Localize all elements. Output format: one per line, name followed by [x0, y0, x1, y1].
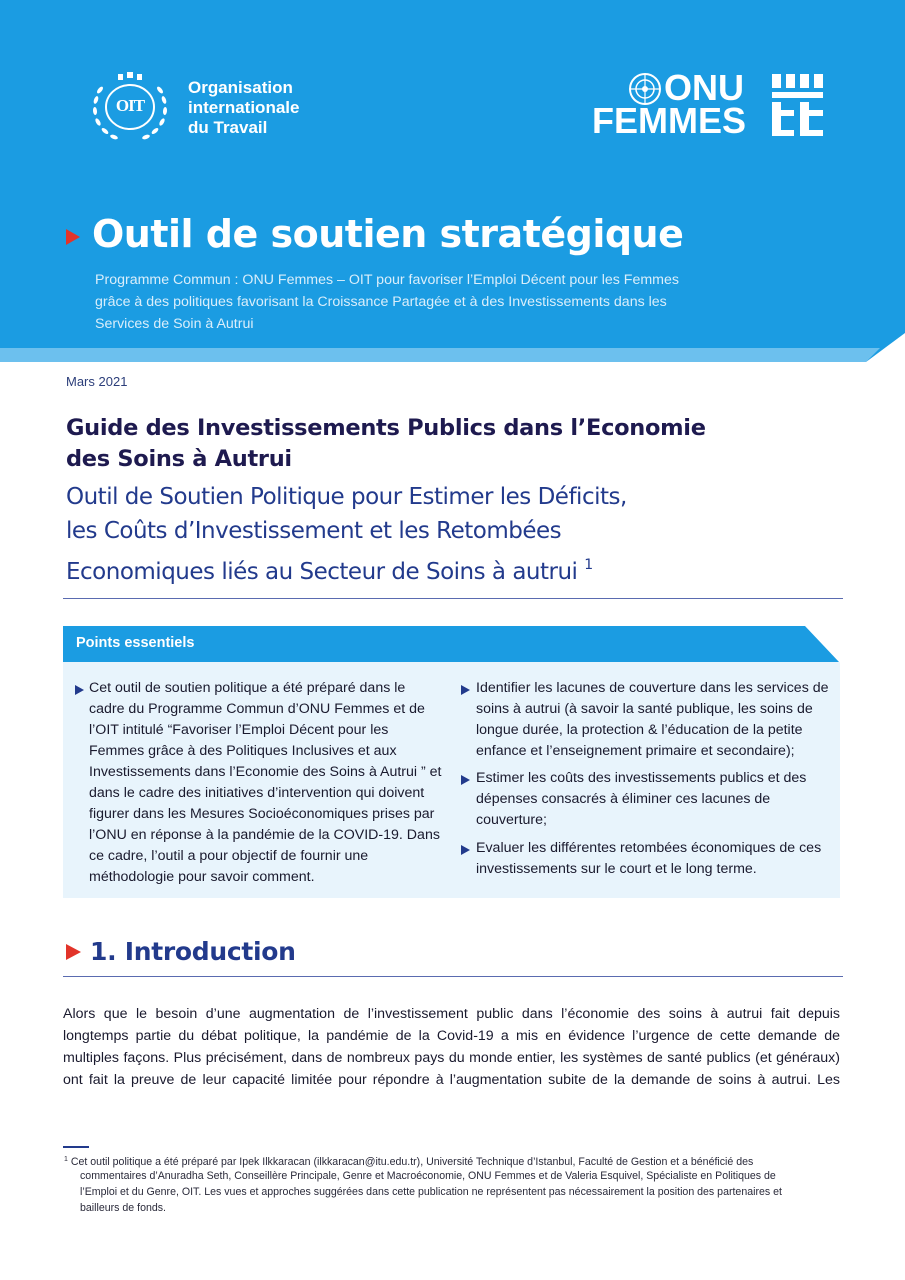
intro-paragraph-line: Alors que le besoin d’une augmentation de l’investissement public dans l’économie des soins à autrui fait depuis [63, 1006, 840, 1022]
key-point-right-line: Identifier les lacunes de couverture dans les services de [476, 680, 829, 696]
ilo-name-line-2: internationale [188, 98, 300, 117]
intro-paragraph-line: longtemps partie du débat politique, la pandémie de la Covid-19 a mis en évidence l’urgence de cette demande de [63, 1028, 840, 1044]
key-point-right-line: couverture; [476, 812, 547, 828]
key-point-left-line: méthodologie pour savoir comment. [89, 869, 315, 885]
bullet-arrow-icon [75, 685, 84, 695]
key-point-left-line: figurer dans les Mesures Socioéconomiques prises par [89, 806, 435, 822]
intro-paragraph-line: multiples façons. Plus précisément, dans de nombreux pays du monde entier, les systèmes de santé publics (et généraux) [63, 1050, 840, 1066]
title-arrow-icon [66, 229, 80, 245]
ilo-name-line-3: du Travail [188, 118, 268, 137]
key-point-right-line: Evaluer les différentes retombées économiques de ces [476, 840, 822, 856]
key-point-right-line: enfance et l’enseignement primaire et secondaire); [476, 743, 795, 759]
footnote-divider [63, 1146, 89, 1148]
guide-title-line-1: Guide des Investissements Publics dans l’Economie [66, 415, 706, 441]
key-point-right-1 [476, 678, 829, 762]
footnote-line-2: commentaires d’Anuradha Seth, Conseillère Principale, Genre et Macroéconomie, ONU Femmes et de Valeria Esquivel, Spécialiste en Politiques de [80, 1170, 776, 1182]
key-point-left-line: Investissements dans l’Economie des Soins à Autrui ” et [89, 764, 442, 780]
section-heading-introduction: 1. Introduction [90, 937, 296, 966]
guide-subtitle-line-2: les Coûts d’Investissement et les Retombées [66, 518, 562, 544]
femmes-wordmark: FEMMES [592, 100, 747, 141]
intro-paragraph-line: ont fait la preuve de leur capacité limitée pour répondre à l’augmentation subite de la demande de soins à autrui. Les [63, 1072, 840, 1088]
key-point-left-line: l’ONU en réponse à la pandémie de la COVID-19. Dans [89, 827, 440, 843]
program-description-line-3: Services de Soin à Autrui [95, 316, 254, 332]
guide-subtitle-line-1: Outil de Soutien Politique pour Estimer les Déficits, [66, 484, 627, 510]
guide-subtitle-line-3 [66, 548, 593, 589]
publication-date: Mars 2021 [66, 374, 128, 389]
key-point-left-line: Cet outil de soutien politique a été préparé dans le [89, 680, 406, 696]
key-point-left-line: cadre du Programme Commun d’ONU Femmes et de [89, 701, 425, 717]
footnote-ref-mark[interactable]: 1 [584, 557, 593, 573]
key-points-heading: Points essentiels [76, 635, 195, 651]
bullet-arrow-icon [461, 845, 470, 855]
bullet-arrow-icon [461, 775, 470, 785]
guide-title-line-2: des Soins à Autrui [66, 446, 292, 472]
key-point-left-line: dans le cadre des initiatives d’intervention qui doivent [89, 785, 425, 801]
key-point-right-line: investissements sur le court et le long terme. [476, 861, 757, 877]
program-description-line-1: Programme Commun : ONU Femmes – OIT pour favoriser l’Emploi Décent pour les Femmes [95, 272, 679, 288]
section-divider [63, 976, 843, 977]
key-point-left-paragraph [89, 678, 442, 888]
footnote-line-4: bailleurs de fonds. [80, 1202, 166, 1214]
page-title: Outil de soutien stratégique [92, 212, 684, 256]
program-description-line-2: grâce à des politiques favorisant la Croissance Partagée et à des Investissements dans les [95, 294, 667, 310]
footnote-line-1-text: Cet outil politique a été préparé par Ipek Ilkkaracan (ilkkaracan@itu.edu.tr), Université Technique d’Istanbul, Faculté de Gestion et a bénéficié des [70, 1156, 754, 1168]
section-arrow-icon [66, 944, 81, 960]
key-point-left-line: l’OIT intitulé “Favoriser l’Emploi Décent pour les [89, 722, 389, 738]
onu-wordmark: ONU [664, 67, 744, 108]
ilo-seal-text: OIT [115, 96, 145, 115]
key-point-right-line: dépenses consacrés à éliminer ces lacunes de [476, 791, 771, 807]
guide-subtitle-line-3-text: Economiques liés au Secteur de Soins à autrui [66, 559, 578, 585]
key-point-right-3 [476, 838, 821, 880]
banner-accent-strip [0, 348, 905, 362]
key-point-right-line: soins à autrui (à savoir la santé publique, les soins de [476, 701, 813, 717]
key-point-left-line: Femmes grâce à des Politiques Inclusives et aux [89, 743, 397, 759]
un-women-symbol-icon [770, 72, 828, 138]
key-point-right-line: Estimer les coûts des investissements publics et des [476, 770, 807, 786]
key-point-right-line: longue durée, la protection & l’éducation de la petite [476, 722, 803, 738]
bullet-arrow-icon [461, 685, 470, 695]
title-divider [63, 598, 843, 599]
ilo-name-line-1: Organisation [188, 78, 293, 97]
footnote-mark: 1 [64, 1156, 68, 1163]
footnote-line-3: l’Emploi et du Genre, OIT. Les vues et approches suggérées dans cette publication ne représentent pas nécessairement la position des partenaires et [80, 1186, 782, 1198]
key-point-right-2 [476, 768, 806, 831]
key-point-left-line: ce cadre, l’outil a pour objectif de fournir une [89, 848, 369, 864]
ilo-organisation-name [188, 78, 299, 138]
